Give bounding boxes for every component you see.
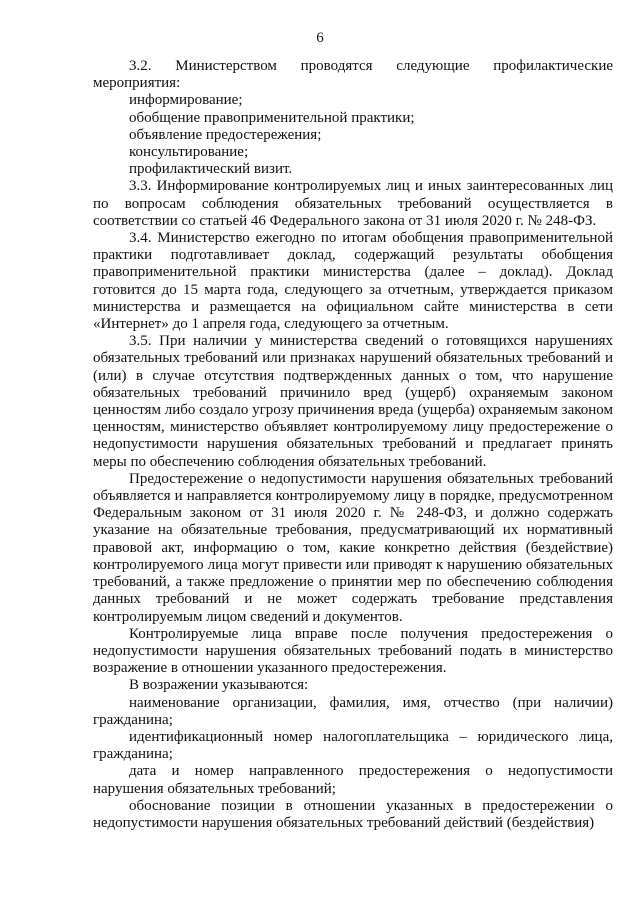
paragraph-3-4: 3.4. Министерство ежегодно по итогам обобщения правоприменительной практики подготавливает доклад, содержащий результаты обобщения правоприменительной практики министерства (далее – доклад). Доклад готовится до 15 марта года, следующего за отчетным, утверждается приказом министерства и размещается на официальном сайте министерства в сети «Интернет» до 1 апреля года, следующего за отчетным. xyxy=(93,230,613,333)
paragraph: дата и номер направленного предостережения о недопустимости нарушения обязательных требований; xyxy=(93,763,613,797)
list-item: профилактический визит. xyxy=(129,161,293,178)
paragraph-3-2: 3.2. Министерством проводятся следующие профилактические мероприятия: xyxy=(93,58,613,92)
list-item: информирование; xyxy=(129,92,243,109)
paragraph-3-5: 3.5. При наличии у министерства сведений о готовящихся нарушениях обязательных требований или признаках нарушений обязательных требований и (или) в случае отсутствия подтвержденных данных о том, что нарушение обязательных требований причинило вред (ущерб) охраняемым законом ценностям либо создало угрозу причинения вреда (ущерба) охраняемым законом ценностям, министерство объявляет контролируемому лицу предостережение о недопустимости нарушения обязательных требований и предлагает принять меры по обеспечению соблюдения обязательных требований. xyxy=(93,333,614,470)
list-item: консультирование; xyxy=(129,144,249,161)
paragraph-3-3: 3.3. Информирование контролируемых лиц и иных заинтересованных лиц по вопросам соблюдения обязательных требований осуществляется в соответствии со статьей 46 Федерального закона от 31 июля 2020 г. № 248-ФЗ. xyxy=(93,178,613,229)
list-item: объявление предостережения; xyxy=(129,126,322,143)
paragraph: Предостережение о недопустимости нарушения обязательных требований объявляется и направляется контролируемому лицу в порядке, предусмотренном Федеральным законом от 31 июля 2020 г. № 248-ФЗ, и должно содержать указание на обязательные требования, предусматривающий их нормативный правовой акт, информацию о том, какие конкретно действия (бездействие) контролируемого лица могут привести или приводят к нарушению обязательных требований, а также предложение о принятии мер по обеспечению соблюдения данных требований и не может содержать требование представления контролируемым лицом сведений и документов. xyxy=(93,470,613,625)
document-body xyxy=(93,58,613,832)
paragraph: Контролируемые лица вправе после получения предостережения о недопустимости нарушения обязательных требований подать в министерство возражение в отношении указанного предостережения. xyxy=(93,625,613,677)
paragraph: идентификационный номер налогоплательщика – юридического лица, гражданина; xyxy=(93,728,613,763)
paragraph: обоснование позиции в отношении указанных в предостережении о недопустимости нарушения обязательных требований действий (бездействия) xyxy=(93,797,613,831)
paragraph: В возражении указываются: xyxy=(129,677,309,694)
page-number: 6 xyxy=(316,30,324,46)
list-item: обобщение правоприменительной практики; xyxy=(129,109,415,126)
paragraph: наименование организации, фамилия, имя, отчество (при наличии) гражданина; xyxy=(93,694,613,728)
